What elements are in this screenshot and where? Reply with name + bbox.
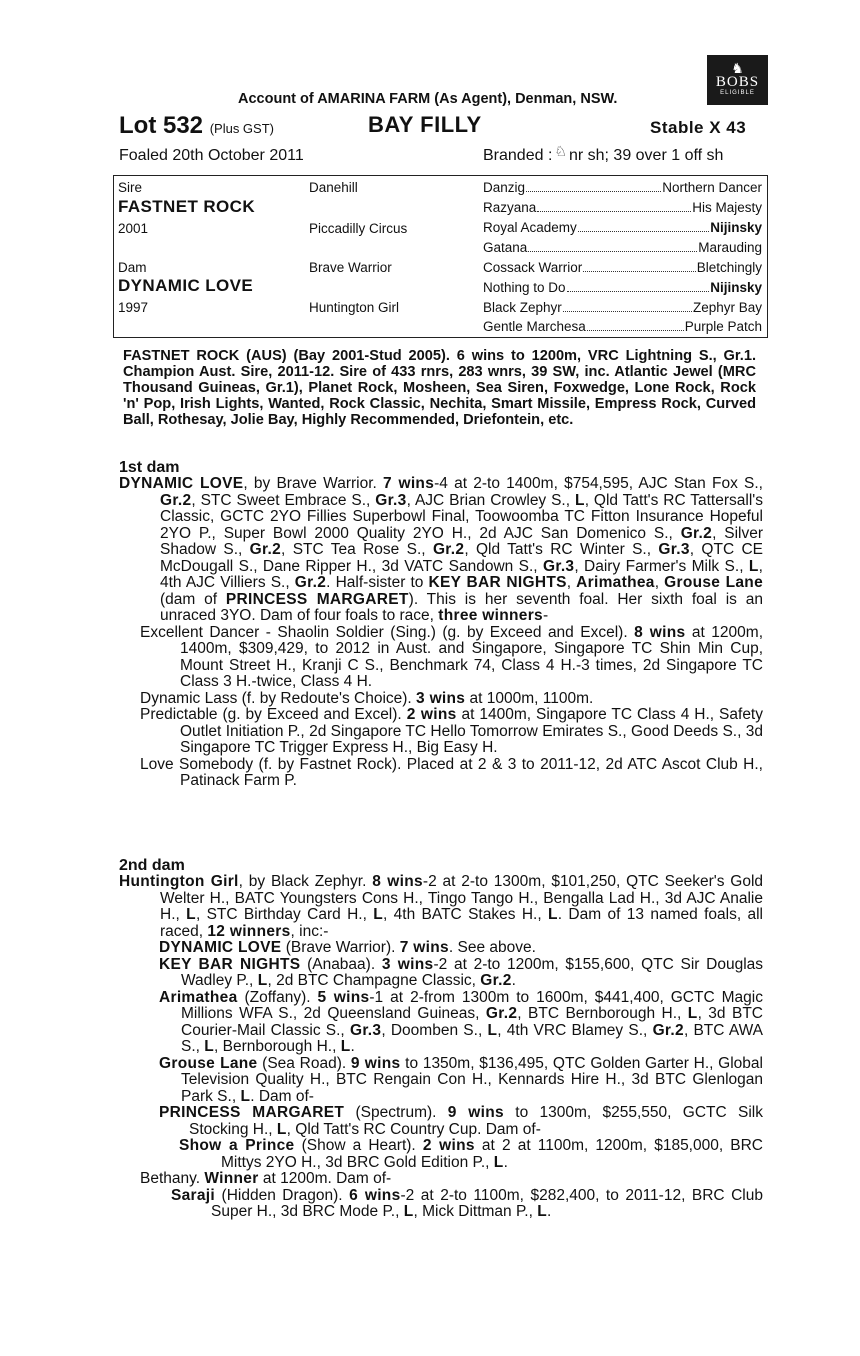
produce-record: Huntington Girl, by Black Zephyr. 8 wins-2 at 2-to 1300m, $101,250, QTC Seeker's Gold Welter H., BATC Youngsters Cons H., Tingo Tango H., Bengalla Lad H., 3d AJC Analie H., L, STC Birthday Card H., L, 4th BATC Stakes H., L. Dam of 13 named foals, all raced, 12 winners, inc:- xyxy=(119,873,764,940)
horse-description: BAY FILLY xyxy=(368,112,482,137)
leader-dots xyxy=(583,259,695,272)
leader-dots xyxy=(528,239,697,252)
produce-record: Dynamic Lass (f. by Redoute's Choice). 3 wins at 1000m, 1100m. xyxy=(140,689,594,707)
branded-label: Branded : xyxy=(483,147,553,164)
gen3-name: Nothing to Do xyxy=(483,280,566,295)
pedigree-gen3 xyxy=(483,318,762,335)
sire-summary: FASTNET ROCK (AUS) (Bay 2001-Stud 2005). 6 wins to 1200m, VRC Lightning S., Gr.1. Champion Aust. Sire, 2011-12. Sire of 433 rnrs, 283 wnrs, 39 SW, inc. Atlantic Jewel (MRC Thousand Guineas, Gr.1), Planet Rock, Mosheen, Sea Siren, Foxwedge, Lone Rock, Rock 'n' Pop, Irish Lights, Wanted, Rock Classic, Nechita, Smart Missile, Empress Rock, Curved Ball, Rothesay, Jolie Bay, Highly Recommended, Driefontein, etc. xyxy=(123,348,756,428)
produce-record: Arimathea (Zoffany). 5 wins-1 at 2-from 1300m to 1600m, $441,400, GCTC Magic Millions WFA S., 2d Queensland Guineas, Gr.2, BTC Bernborough H., L, 3d BTC Courier-Mail Classic S., Gr.3, Doomben S., L, 4th VRC Blamey S., Gr.2, BTC AWA S., L, Bernborough H., L. xyxy=(159,988,763,1055)
produce-record: Predictable (g. by Exceed and Excel). 2 wins at 1400m, Singapore TC Class 4 H., Safety Outlet Initiation P., 2d Singapore TC Hello Tomorrow Emirates S., Good Deeds S., 3d Singapore TC Trigger Express H., Big Easy H. xyxy=(140,706,763,756)
produce-record: DYNAMIC LOVE (Brave Warrior). 7 wins. See above. xyxy=(159,939,536,956)
brand-symbol-icon: ♘ xyxy=(554,143,567,159)
leader-dots xyxy=(563,299,692,312)
pedigree-table xyxy=(113,175,768,338)
branded-info xyxy=(483,143,724,165)
produce-record: Show a Prince (Show a Heart). 2 wins at 2 at 1100m, 1200m, $185,000, BRC Mittys 2YO H., 3d BRC Gold Edition P., L. xyxy=(179,1137,763,1171)
branded-text: nr sh; 39 over 1 off sh xyxy=(568,147,724,164)
leader-dots xyxy=(578,219,709,232)
gen3-parent: His Majesty xyxy=(692,200,762,215)
pedigree-gen2: Brave Warrior xyxy=(309,260,392,275)
produce-record: Love Somebody (f. by Fastnet Rock). Placed at 2 & 3 to 2011-12, 2d ATC Ascot Club H., Patinack Farm P. xyxy=(140,755,763,789)
first-dam-section xyxy=(119,476,763,790)
gen3-parent: Marauding xyxy=(698,240,762,255)
leader-dots xyxy=(567,279,710,292)
dam-name: DYNAMIC LOVE xyxy=(118,276,254,295)
pedigree-gen3 xyxy=(483,279,762,296)
pedigree-gen3 xyxy=(483,179,762,196)
gen3-parent: Nijinsky xyxy=(710,280,762,295)
logo-subtext: ELIGIBLE xyxy=(720,90,755,96)
produce-record: PRINCESS MARGARET (Spectrum). 9 wins to 1300m, $255,550, GCTC Silk Stocking H., L, Qld Tatt's RC Country Cup. Dam of- xyxy=(159,1104,763,1138)
first-dam-heading: 1st dam xyxy=(119,459,180,476)
gen3-name: Danzig xyxy=(483,180,526,195)
gen3-parent: Northern Dancer xyxy=(662,180,762,195)
pedigree-gen3 xyxy=(483,239,762,256)
leader-dots xyxy=(587,318,684,331)
stable-number: Stable X 43 xyxy=(650,118,747,137)
pedigree-gen2: Huntington Girl xyxy=(309,300,400,315)
leader-dots xyxy=(526,179,661,192)
second-dam-section xyxy=(119,874,763,1221)
gen3-parent: Purple Patch xyxy=(684,319,762,334)
gen3-name: Gatana xyxy=(483,240,528,255)
produce-record: Saraji (Hidden Dragon). 6 wins-2 at 2-to 1100m, $282,400, to 2011-12, BRC Club Super H., 3d BRC Mode P., L, Mick Dittman P., L. xyxy=(171,1186,763,1220)
second-dam-heading: 2nd dam xyxy=(119,857,185,874)
pedigree-gen3 xyxy=(483,259,762,276)
produce-record: Grouse Lane (Sea Road). 9 wins to 1350m, $136,495, QTC Golden Garter H., Global Television Quality H., BTC Rengain Con H., Kennards Hire H., 3d BTC Glenlogan Park S., L. Dam of- xyxy=(159,1054,763,1105)
bobs-logo xyxy=(707,55,768,105)
gen3-parent: Nijinsky xyxy=(710,220,762,235)
leader-dots xyxy=(537,199,691,212)
gen3-name: Black Zephyr xyxy=(483,300,562,315)
produce-record: Excellent Dancer - Shaolin Soldier (Sing.) (g. by Exceed and Excel). 8 wins at 1200m, 1400m, $309,429, to 2012 in Aust. and Singapore, Singapore TC Shin Min Cup, Mount Street H., Kranji C S., Benchmark 74, Class 4 H.-3 times, 2d Singapore TC Class 3 H.-twice, Class 4 H. xyxy=(140,623,764,690)
gen3-name: Gentle Marchesa xyxy=(483,319,586,334)
logo-text: BOBS xyxy=(715,74,760,90)
gen3-name: Razyana xyxy=(483,200,537,215)
horse-icon: ♞ xyxy=(731,60,744,76)
foaled-date: Foaled 20th October 2011 xyxy=(119,147,304,164)
sire-label: Sire xyxy=(118,180,143,195)
lot-number xyxy=(119,112,274,140)
produce-record: DYNAMIC LOVE, by Brave Warrior. 7 wins-4 at 2-to 1400m, $754,595, AJC Stan Fox S., Gr.2, STC Sweet Embrace S., Gr.3, AJC Brian Crowley S., L, Qld Tatt's RC Tattersall's Classic, GCTC 2YO Fillies Superbowl Final, Toowoomba TC Fitton Insurance Hopeful 2YO P., Super Bowl 2000 Quality 2YO H., 2d AJC San Domenico S., Gr.2, Silver Shadow S., Gr.2, STC Tea Rose S., Gr.2, Qld Tatt's RC Winter S., Gr.3, QTC CE McDougall S., Dane Ripper H., 3d VATC Sandown S., Gr.3, Dairy Farmer's Milk S., L, 4th AJC Villiers S., Gr.2. Half-sister to KEY BAR NIGHTS, Arimathea, Grouse Lane (dam of PRINCESS MARGARET). This is her seventh foal. Her sixth foal is an unraced 3YO. Dam of four foals to race, three winners- xyxy=(119,475,764,624)
gen3-name: Royal Academy xyxy=(483,220,577,235)
produce-record: KEY BAR NIGHTS (Anabaa). 3 wins-2 at 2-to 1200m, $155,600, QTC Sir Douglas Wadley P., L, 2d BTC Champagne Classic, Gr.2. xyxy=(159,955,764,989)
gst-note: (Plus GST) xyxy=(209,121,274,136)
lot-label: Lot 532 xyxy=(119,112,204,139)
sire-name: FASTNET ROCK xyxy=(118,197,256,216)
vendor-account: Account of AMARINA FARM (As Agent), Denman, NSW. xyxy=(238,91,618,107)
dam-year: 1997 xyxy=(118,300,149,315)
pedigree-gen3 xyxy=(483,219,762,236)
gen3-parent: Zephyr Bay xyxy=(692,300,762,315)
sire-year: 2001 xyxy=(118,221,149,236)
pedigree-gen3 xyxy=(483,199,762,216)
pedigree-gen2: Danehill xyxy=(309,180,358,195)
gen3-name: Cossack Warrior xyxy=(483,260,583,275)
dam-label: Dam xyxy=(118,260,147,275)
pedigree-gen3 xyxy=(483,299,762,316)
pedigree-gen2: Piccadilly Circus xyxy=(309,221,408,236)
gen3-parent: Bletchingly xyxy=(696,260,762,275)
produce-record: Bethany. Winner at 1200m. Dam of- xyxy=(140,1170,392,1187)
